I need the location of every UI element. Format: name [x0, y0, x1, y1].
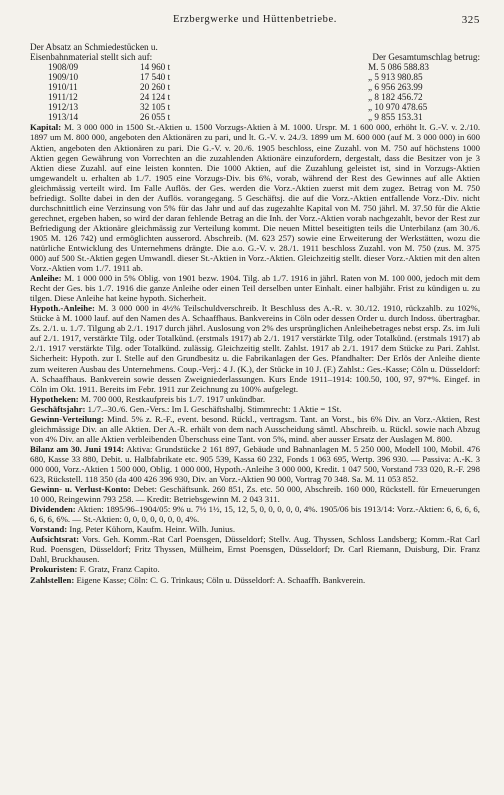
production-quantity: 32 105 t	[140, 102, 171, 113]
paragraph-label: Anleihe:	[30, 273, 62, 284]
production-amount: „ 8 182 456.72	[368, 92, 423, 103]
paragraph-text: M. 1 000 000 in 5% Oblig. von 1901 bezw. 1904. Tilg. ab 1./7. 1916 in jährl. Raten von M. 100 000, jedoch mit dem Recht der Ges. bis 1./7. 1916 die ganze Anleihe oder einen Teil derselben unter Einhalt. einer halbjähr. Frist zu kündigen u. zu tilgen. Diese Anleihe hat keine hypoth. Sicherheit.	[30, 273, 481, 304]
paragraph-text: 1./7.–30./6. Gen.-Vers.: Im I. Geschäftshalbj. Stimmrecht: 1 Aktie = 1St.	[87, 403, 342, 414]
production-row	[48, 112, 429, 122]
production-quantity: 20 260 t	[140, 82, 171, 93]
paragraph	[30, 273, 480, 303]
production-year: 1911/12	[48, 92, 78, 103]
production-amount: „ 9 855 153.31	[368, 112, 423, 123]
production-year: 1912/13	[48, 102, 79, 113]
production-table	[48, 62, 429, 122]
paragraph-label: Vorstand:	[30, 524, 68, 535]
paragraph	[30, 404, 480, 414]
paragraph-label: Hypotheken:	[30, 393, 79, 404]
paragraph-text: Vors. Geh. Komm.-Rat Carl Poensgen, Düsseldorf; Stellv. Aug. Thyssen, Schloss Landsberg; Komm.-Rat Carl Rud. Poensgen, Düsseldorf; Fritz Thyssen, Mülheim, Ernst Poensgen, Düsseldorf; Dr. Carl Riemann, Duisburg, Dir. Franz Dahl, Bruckhausen.	[30, 534, 481, 565]
running-title: Erzbergwerke und Hüttenbetriebe.	[173, 14, 337, 25]
paragraph-label: Gewinn-Verteilung:	[30, 413, 105, 424]
production-row	[48, 72, 429, 82]
paragraph	[30, 484, 480, 504]
production-year: 1910/11	[48, 82, 78, 93]
paragraph-text: Eigene Kasse; Cöln: C. G. Trinkaus; Cöln u. Düsseldorf: A. Schaaffh. Bankverein.	[76, 574, 366, 585]
paragraph-label: Prokuristen:	[30, 564, 78, 575]
paragraph-label: Dividenden:	[30, 504, 76, 515]
intro-line-2-left: Eisenbahnmaterial stellt sich auf:	[30, 52, 153, 63]
production-amount: M. 5 086 588.83	[368, 62, 429, 73]
production-quantity: 14 960 t	[140, 62, 171, 73]
paragraph-label: Gewinn- u. Verlust-Konto:	[30, 484, 131, 495]
paragraph-text: Ing. Peter Kühorn, Kaufm. Heinr. Wilh. Junius.	[69, 524, 236, 535]
paragraph	[30, 303, 480, 393]
text-body	[30, 122, 480, 584]
paragraph-text: Aktiva: Grundstücke 2 161 897, Gebäude und Bahnanlagen M. 5 250 000, Modell 100, Mobil. 476 680, Kasse 33 880, Debit. u. Halbfabrikate etc. 905 539, Kassa 60 232, Fonds 1 063 695, Wertp. 396 930. — Passiva: A.-K. 3 000 000, Vorz.-Aktien 1 500 000, Oblig. 1 000 000, Hypoth.-Anleihe 3 000 000, Kredit. 1 047 500, Vorstand 733 020, R.-F. 298 623, Rückstell. 118 350 (da 400 426 396 930, Div. an Vorz.-Aktien 90 000, Vortrag 70 348. Sa. M. 11 053 852.	[30, 443, 480, 485]
paragraph	[30, 534, 480, 564]
intro-block	[30, 42, 480, 62]
production-year: 1908/09	[48, 62, 79, 73]
production-amount: „ 6 956 263.99	[368, 82, 423, 93]
paragraph-label: Bilanz am 30. Juni 1914:	[30, 443, 125, 454]
intro-line-2-right: Der Gesamtumschlag betrug:	[372, 52, 480, 63]
paragraph-text: Aktien: 1895/96–1904/05: 9% u. 7½ 1½, 15, 12, 5, 0, 0, 0, 0, 0, 4%. 1905/06 bis 1913/14: Vorz.-Aktien: 6, 6, 6, 6, 6, 6, 6, 6%. — St.-Aktien: 0, 0, 0, 0, 0, 0, 0, 4%.	[30, 504, 480, 525]
production-row	[48, 62, 429, 72]
paragraph	[30, 575, 480, 585]
page-number: 325	[461, 14, 480, 26]
paragraph-label: Zahlstellen:	[30, 574, 75, 585]
production-quantity: 26 055 t	[140, 112, 171, 123]
page-header	[30, 14, 480, 32]
paragraph-label: Kapital:	[30, 122, 62, 133]
intro-line-1: Der Absatz an Schmiedestücken u.	[30, 42, 158, 52]
production-row	[48, 102, 429, 112]
paragraph	[30, 394, 480, 404]
paragraph	[30, 444, 480, 484]
production-amount: „ 10 970 478.65	[368, 102, 428, 113]
paragraph-label: Hypoth.-Anleihe:	[30, 303, 95, 314]
paragraph-text: M. 3 000 000 in 4½% Teilschuldverschreib. It Beschluss des A.-R. v. 30./12. 1910, rückzahlb. zu 102%, Stücke à M. 1000 lauf. auf den Namen des A. Schaaffhaus. Bankvereins in Cöln oder dessen Order u. durch Indoss. übertragbar. Zs. 2./1. u. 1./7. Tilgung ab 2./1. 1917 durch jährl. Auslosung von 2% des ursprünglichen Anleihebetrages nebst ersp. Zs. im Juli auf 2./1. 1917, verstärkte Tilg. oder Totalkünd. (erstmals 1917) ab 2./1. 1917 verstärkte Tilg. oder Totalkünd. (erstmals 1917) ab 2./1. 1917 verstärkte Tilg. oder Totalkünd. zulässig. Gleichzeitig stellt. Zahlst. 1917 ab 2./1. 1917 dem Stücke zu Pari. Zahlst. Sicherheit: Hypoth. zur I. Stelle auf den Grundbesitz u. die Fabrikanlagen der Ges. Pfandhalter: Der Erlös der Anleihe diente zum weiteren Ausbau des Unternehmens. Coup.-Verj.: 4 J. (K.), der Stücke in 10 J. (F.) Zahlst.: Ges.-Kasse; Cöln u. Düsseldorf: A. Schaaffhaus. Bankverein sowie dessen Zweigniederlassungen. Kurs Ende 1911–1914: 100.50, 100, 97, 97*%. Eingef. in Cöln im Okt. 1911. Bereits im Febr. 1911 zur Zeichnung zu 100% aufgelegt.	[30, 303, 481, 394]
production-row	[48, 82, 429, 92]
paragraph-text: Debet: Geschäftsunk. 260 851, Zs. etc. 50 000, Abschreib. 160 000, Rückstell. für Erneuerungen 10 000, Reingewinn 793 258. — Kredit: Betriebsgewinn M. 2 043 311.	[30, 484, 480, 505]
production-quantity: 17 540 t	[140, 72, 171, 83]
production-amount: „ 5 913 980.85	[368, 72, 423, 83]
paragraph-label: Aufsichtsrat:	[30, 534, 80, 545]
production-row	[48, 92, 429, 102]
paragraph	[30, 564, 480, 574]
paragraph	[30, 504, 480, 524]
paragraph-text: M. 700 000, Restkaufpreis bis 1./7. 1917 unkündbar.	[80, 393, 266, 404]
paragraph	[30, 524, 480, 534]
production-year: 1913/14	[48, 112, 79, 123]
paragraph	[30, 414, 480, 444]
paragraph-text: M. 3 000 000 in 1500 St.-Aktien u. 1500 Vorzugs-Aktien à M. 1000. Urspr. M. 1 600 000, erhöht lt. G.-V. v. 2./10. 1897 um M. 800 000, angeboten den Aktionären zu pari, und lt. G.-V. v. 24./3. 1899 um M. 600 000 (auf M. 3 000 000) in 600 Aktien, angeboten den Aktionären zu pari. Die G.-V. v. 20./6. 1905 beschloss, eine Zuzahl. von M. 750 auf höchstens 1000 Aktien gegen Gewährung von Vorrechten an die zuzahlenden Aktionäre einzufordern, dergestalt, dass die Besitzer von je 3 Aktien diese Zuzahl. auf eine leisten konnten. Die 1000 Aktien, auf die Zuzahlung geleistet ist, sind in Vorzugs-Aktien umgewandelt u. erhalten ab 1./7. 1905 eine Vorzugs-Div. bis 6%, vorab, während der Rest des Gewinnes auf alle Aktien gleichmässig verteilt wird. Im Falle Auflös. der Ges. werden die Vorz.-Aktien zuerst mit dem zugez. Betrag von M. 750 befriedigt. Sollte dabei in den der Auflös. vorangegang. 5 Geschäftsj. die auf die Vorz.-Aktien entfallende Vorz.-Div. nicht durchschnittlich eine Verzinsung von 5% für das Jahr und auf das zugezahlte Kapital von M. 750 jährl. M. 37.50 für die Aktie gerechnet, ergeben haben, so wird der daran fehlende Betrag an die Inh. der Vorz.-Aktien vorab nachgezahlt, bevor der Rest zur Befriedigung der Aktionäre gleichmässig zur Verteilung kommt. Die neuen Mittel beseitigten teils die Unterbilanz (am 30./6. 1905 M. 126 742) und ermöglichten ausserord. Abschreib. (M. 623 257) sowie eine Erweiterung der Werkstätten, wozu die natürliche Entwicklung des Unternehmens drängte. Die a.o. G.-V. v. 28./1. 1911 beschloss Zuzahl. von M. 750 (zus. M. 375 000) auf 500 St.-Aktien gegen Umwandl. dieser St.-Aktien in Vorz.-Aktien. Gleichzeitig stellt. dieser Vorz.-Aktien mit den alten Vorz.-Aktien vom 1./7. 1911 ab.	[30, 122, 481, 274]
paragraph-text: Mind. 5% z. R.-F., event. besond. Rückl., vertragsm. Tant. an Vorst., bis 6% Div. an Vorz.-Aktien, Rest gleichmässige Div. an alle Aktien. Der A.-R. erhält von dem nach Ausscheidung sämtl. Abschreib. u. Rückl. sowie nach Abzug von 4% Div. an alle Aktien verbleibenden Überschuss eine Tant. von 5%, mind. aber ausser Ersatz der Auslagen M. 800.	[30, 413, 481, 444]
production-quantity: 24 124 t	[140, 92, 171, 103]
paragraph	[30, 122, 480, 273]
paragraph-text: F. Gratz, Franz Capito.	[79, 564, 160, 575]
paragraph-label: Geschäftsjahr:	[30, 403, 86, 414]
production-year: 1909/10	[48, 72, 79, 83]
